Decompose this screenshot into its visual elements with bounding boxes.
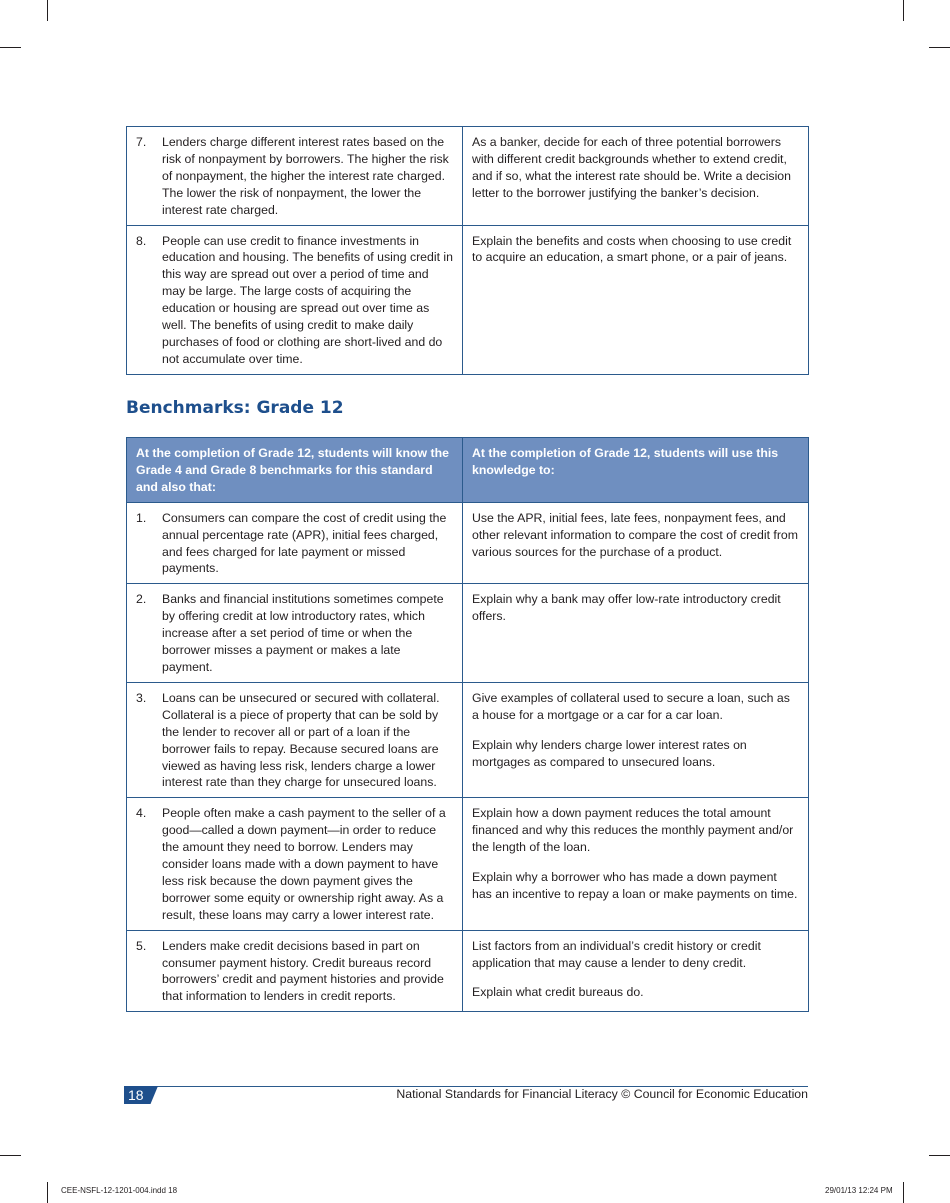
knowledge-text: People can use credit to finance investments in education and housing. The benefits of using credit in this way are spread out over a period of time and may be large. The large costs of acquiring the education or housing are spread out over time as well. The benefits of using credit to make daily purchases of food or clothing are short-lived and do not accumulate over time. xyxy=(162,233,454,366)
activity-text: Explain what credit bureaus do. xyxy=(472,985,644,1000)
activity-text: Explain why a bank may offer low-rate introductory credit offers. xyxy=(472,592,781,624)
crop-mark-top-right xyxy=(903,0,904,21)
crop-mark-top-left-h xyxy=(0,47,21,48)
table-row xyxy=(127,584,809,683)
crop-mark-bottom-left-h xyxy=(0,1155,21,1156)
header-know: At the completion of Grade 12, students will know the Grade 4 and Grade 8 benchmarks for this standard and also that: xyxy=(127,438,463,503)
table-header-row xyxy=(127,438,809,503)
activity-text: Explain how a down payment reduces the total amount financed and why this reduces the monthly payment and/or the length of the loan. xyxy=(472,806,794,855)
activity-text: Use the APR, initial fees, late fees, nonpayment fees, and other relevant information to compare the cost of credit from various sources for the purchase of a product. xyxy=(472,510,799,559)
benchmark-activity-cell xyxy=(463,225,809,374)
table-row xyxy=(127,127,809,226)
knowledge-text: Lenders charge different interest rates based on the risk of nonpayment by borrowers. The higher the risk of nonpayment, the higher the interest rate charged. The lower the risk of nonpayment, the lower the interest rate charged. xyxy=(162,135,449,217)
activity-text: Explain the benefits and costs when choosing to use credit to acquire an education, a smart phone, or a pair of jeans. xyxy=(472,233,792,265)
table-row xyxy=(127,798,809,930)
activity-text: Give examples of collateral used to secure a loan, such as a house for a mortgage or a car for a car loan. xyxy=(472,690,790,722)
item-number: 1. xyxy=(136,510,147,525)
table-row xyxy=(127,502,809,584)
footer-credit: National Standards for Financial Literacy © Council for Economic Education xyxy=(396,1087,808,1101)
benchmark-activity-cell xyxy=(463,930,809,1012)
benchmark-knowledge-cell xyxy=(127,225,463,374)
benchmark-table-grade-12 xyxy=(126,437,809,1012)
item-number: 7. xyxy=(136,135,147,149)
item-number: 3. xyxy=(136,690,147,705)
item-number: 8. xyxy=(136,233,147,248)
benchmark-table-continued xyxy=(126,126,809,375)
table-row xyxy=(127,930,809,1012)
benchmark-knowledge-cell xyxy=(127,584,463,683)
activity-text: As a banker, decide for each of three potential borrowers with different credit backgrounds whether to extend credit, and if so, what the interest rate should be. Write a decision letter to the borrower justifying the banker’s decision. xyxy=(472,135,791,200)
benchmark-knowledge-cell xyxy=(127,682,463,797)
table-row xyxy=(127,225,809,374)
benchmark-activity-cell xyxy=(463,798,809,930)
item-number: 4. xyxy=(136,806,147,821)
benchmark-knowledge-cell xyxy=(127,798,463,930)
knowledge-text: Banks and financial institutions sometimes compete by offering credit at low introductory rates, which increase after a set period of time or when the borrower misses a payment or makes a late payment. xyxy=(162,592,444,674)
knowledge-text: Consumers can compare the cost of credit using the annual percentage rate (APR), initial fees charged, and fees charged for late payment or missed payments. xyxy=(162,510,447,576)
item-number: 2. xyxy=(136,592,147,607)
benchmark-activity-cell xyxy=(463,584,809,683)
section-heading: Benchmarks: Grade 12 xyxy=(126,398,344,418)
slug-date: 29/01/13 12:24 PM xyxy=(825,1186,893,1195)
crop-mark-bottom-left xyxy=(47,1182,48,1203)
benchmark-knowledge-cell xyxy=(127,127,463,226)
table-row xyxy=(127,682,809,797)
knowledge-text: Lenders make credit decisions based in part on consumer payment history. Credit bureaus record borrowers’ credit and payment histories and provide that information to lenders in credit reports. xyxy=(162,938,444,1004)
item-number: 5. xyxy=(136,938,147,953)
activity-text: List factors from an individual’s credit history or credit application that may cause a lender to deny credit. xyxy=(472,938,761,970)
crop-mark-top-right-h xyxy=(929,47,950,48)
crop-mark-top-left xyxy=(47,0,48,21)
header-use: At the completion of Grade 12, students will use this knowledge to: xyxy=(463,438,809,503)
benchmark-activity-cell xyxy=(463,682,809,797)
benchmark-knowledge-cell xyxy=(127,502,463,584)
benchmark-activity-cell xyxy=(463,127,809,226)
crop-mark-bottom-right xyxy=(903,1182,904,1203)
activity-text: Explain why lenders charge lower interest rates on mortgages as compared to unsecured loans. xyxy=(472,737,747,769)
benchmark-activity-cell xyxy=(463,502,809,584)
page-number: 18 xyxy=(128,1087,144,1103)
activity-text: Explain why a borrower who has made a down payment has an incentive to repay a loan or make payments on time. xyxy=(472,870,798,901)
knowledge-text: People often make a cash payment to the seller of a good—called a down payment—in order to reduce the amount they need to borrow. Lenders may consider loans made with a down payment to have less risk because the down payment gives the borrower some equity or ownership right away. As a result, these loans may carry a lower interest rate. xyxy=(162,806,446,922)
benchmark-knowledge-cell xyxy=(127,930,463,1012)
crop-mark-bottom-right-h xyxy=(929,1155,950,1156)
slug-file: CEE-NSFL-12-1201-004.indd 18 xyxy=(61,1186,178,1195)
knowledge-text: Loans can be unsecured or secured with collateral. Collateral is a piece of property that can be sold by the lender to recover all or part of a loan if the borrower fails to repay. Because secured loans are viewed as having less risk, lenders charge a lower interest rate than they charge for unsecured loans. xyxy=(162,690,440,790)
